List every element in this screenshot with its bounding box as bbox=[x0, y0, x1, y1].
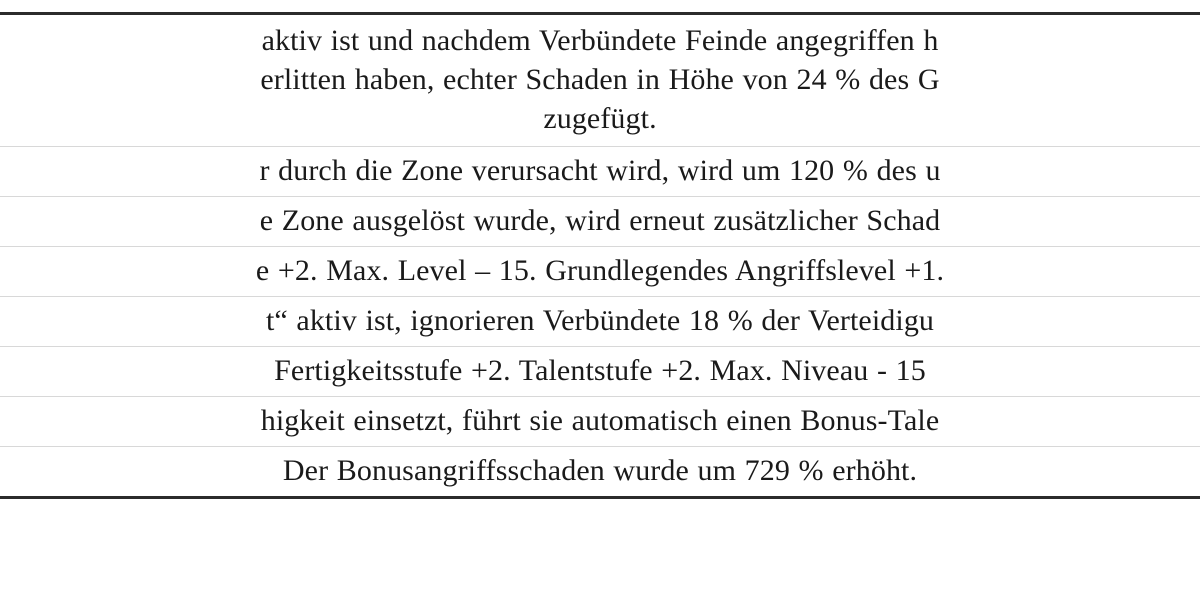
table-row bbox=[0, 14, 1200, 147]
table-cell bbox=[0, 447, 1200, 498]
cell-line: aktiv ist und nachdem Verbündete Feinde angegriffen h bbox=[261, 24, 939, 57]
table-row bbox=[0, 347, 1200, 397]
table-cell bbox=[0, 347, 1200, 397]
table-row bbox=[0, 197, 1200, 247]
cell-line: higkeit einsetzt, führt sie automatisch einen Bonus-Tale bbox=[260, 404, 940, 437]
cell-line: erlitten haben, echter Schaden in Höhe von 24 % des G bbox=[260, 63, 940, 96]
table-row bbox=[0, 247, 1200, 297]
table-row bbox=[0, 147, 1200, 197]
cell-line: zugefügt. bbox=[543, 102, 657, 135]
table-cell bbox=[0, 247, 1200, 297]
table-cell bbox=[0, 397, 1200, 447]
cell-line: Der Bonusangriffsschaden wurde um 729 % erhöht. bbox=[282, 454, 918, 487]
table-row bbox=[0, 297, 1200, 347]
table-cell bbox=[0, 147, 1200, 197]
table-container bbox=[0, 12, 1200, 499]
table-body bbox=[0, 14, 1200, 498]
cell-line: r durch die Zone verursacht wird, wird um 120 % des u bbox=[259, 154, 941, 187]
table-cell bbox=[0, 197, 1200, 247]
cell-line: t“ aktiv ist, ignorieren Verbündete 18 % der Verteidigu bbox=[265, 304, 935, 337]
below-table-text bbox=[0, 592, 1200, 600]
table-cell bbox=[0, 14, 1200, 147]
cell-line: e Zone ausgelöst wurde, wird erneut zusätzlicher Schad bbox=[259, 204, 941, 237]
table-row bbox=[0, 397, 1200, 447]
cell-line: e +2. Max. Level – 15. Grundlegendes Angriffslevel +1. bbox=[255, 254, 945, 287]
skill-description-table bbox=[0, 12, 1200, 499]
table-cell bbox=[0, 297, 1200, 347]
table-row bbox=[0, 447, 1200, 498]
cell-line: Fertigkeitsstufe +2. Talentstufe +2. Max. Niveau - 15 bbox=[274, 354, 926, 387]
